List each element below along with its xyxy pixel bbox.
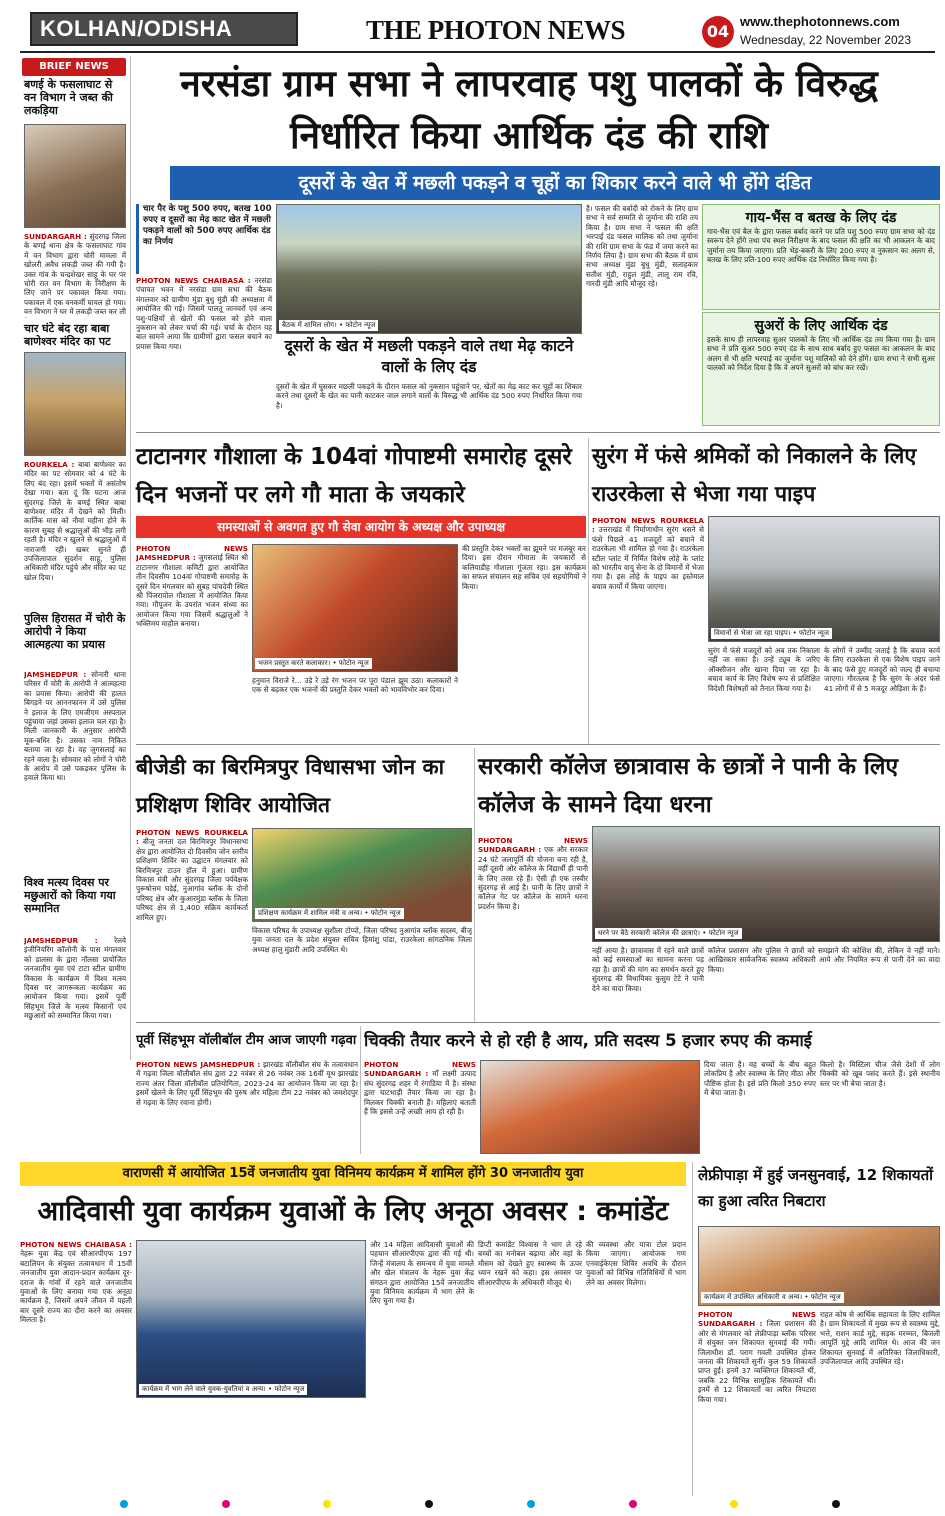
bjd-body-1: PHOTON NEWS ROURKELA : बीजू जनता दल बिरमित्रपुर विधानसभा क्षेत्र द्वारा आयोजित दो दिवसीय जोन स्तरीय प्रशिक्षण शिविर का उद्घाटन मंगलवार को बिरमित्रपुर टाउन हॉल में हुआ। ग्रामीण विकास मंत्री और सुंदरगढ़ जिला पर्यवेक्षक पुरूषोत्तम घड़ेई, नुआगांव ब्लॉक के दोनों परिषद क्षेत्र और कुआरमुंडा ब्लॉक के जिला परिषद क्षेत्र से 1,400 सक्रिय कार्यकर्ता शामिल हुए। xyxy=(136,828,248,922)
brief-1-body: SUNDARGARH : सुंदरगढ़ जिला के बणई थाना क्षेत्र के फसलाघाट गांव में वन विभाग द्वारा चोरी मामला में खोलरी अवैध लकड़ी जब्त की गयी है। उक्त गांव के चन्द्रशेखर साहू के घर पर चोरी रात वन विभाग के निरीक्षण के लिए जाने पर पकावल किया गया। पकावल में एक वनकर्मी घायल हो गया। वन विभाग ने घर में लकड़ी जब्त कर ली xyxy=(24,232,126,317)
chikki-headline: चिक्की तैयार करने से हो रही है आय, प्रति सदस्य 5 हजार रुपए की कमाई xyxy=(364,1031,812,1050)
gaushala-body-2: हनुमान विराजे रे... उड़े रे उड़े रंग भजन पर पूरा पंडाल झूम उठा। कलाकारों ने एक से बढ़कर एक भजनों की प्रस्तुति देकर भक्तों को भावविभोर कर दिया। xyxy=(252,676,458,695)
brief-news-text: BRIEF NEWS xyxy=(39,61,109,72)
gaushala-headline: टाटानगर गौशाला के 104वां गोपाष्टमी समारोह दूसरे दिन भजनों पर लगे गौ माता के जयकारे xyxy=(136,444,572,508)
lead-bullet-box xyxy=(136,204,272,274)
lefripara-photo xyxy=(698,1226,940,1306)
website[interactable]: www.thephotonnews.com xyxy=(740,14,900,29)
middle-rule-2 xyxy=(136,1022,940,1023)
tunnel-body-2: सुरंग में फंसे मजदूरों को अब तक निकाला नहीं जा सका है। उन्हें ट्यूब के जरिए ऑक्सीजन और खाना दिया जा रहा है। बचाव कार्य के लिए विशेष रूप से प्रशिक्षित विदेशी विशेषज्ञों को तैनात किया गया है। xyxy=(708,646,820,693)
issue-date: Wednesday, 22 November 2023 xyxy=(740,33,911,47)
bjd-photo-caption: प्रशिक्षण कार्यक्रम में शामिल मंत्री व अन्य। • फोटोन न्यूज xyxy=(255,908,404,919)
section-label xyxy=(30,12,298,46)
tribal-lefripara-rule xyxy=(692,1162,693,1496)
gaushala-body-3: की प्रस्तुति देकर भक्तों का झूमने पर मजबूर कर दिया। इस दौरान गौमाता के जयकारों से कलियाडीह गौशाला गूंजता रहा। इस कार्यक्रम का सफल संचालन सह सचिव एवं सहयोगियों ने किया। xyxy=(462,544,586,591)
tribal-body-2: और 14 महिला आदिवासी युवाओं की पहचान सीआरपीएफ द्वारा की गई थी। जिन्हें मंत्रालय के समन्वय में युवा मामले और खेल मंत्रालय के नेहरू युवा केंद्र संगठन द्वारा आयोजित 15वें जनजातीय युवा विनिमय कार्यक्रम में भाग लेने के लिए चुना गया है। xyxy=(370,1240,474,1306)
volleyball-chikki-rule xyxy=(360,1026,361,1154)
college-body-3: कॉलेज प्रशासन और पुलिस ने छात्रों को समझाने की कोशिश की, लेकिन वे नहीं माने। आखिरकार सार्वजनिक स्वास्थ्य अधिकारी आये और नियमित रूप से पानी देने का वादा किया। xyxy=(708,946,940,974)
brief-1-headline: बणई के फसलाघाट से वन विभाग ने जब्त की लकड़िया xyxy=(24,78,113,117)
registration-marks xyxy=(120,1500,840,1510)
tribal-body-4: की व्यवस्था और यात्रा टोल प्रदान किया जाएगा। आयोजक गण एनवाईकेएस शिविर अवधि के दौरान युवाओं को विभिन्न गतिविधियों में भाग लेने का अवसर मिलेगा। xyxy=(586,1240,686,1287)
lead-bottom-rule xyxy=(136,432,940,433)
lefripara-body-2: राहत कोष से आर्थिक सहायता के लिए शामिल है। ग्राम शिकायतों में मुख्य रूप से स्वास्थ्य मुद्दे, भत्ते, राशन कार्ड मुद्दे, सड़क मरम्मत, बिजली आपूर्ति मुद्दे आदि शामिल थे। आज की जन शिकायत सुनवाई में अतिरिक्त जिलाधिकारी, उपजिलापाल आदि उपस्थित रहे। xyxy=(820,1310,940,1367)
cattle-box-title: गाय-भैंस व बतख के लिए दंड xyxy=(745,210,897,226)
volleyball-headline: पूर्वी सिंहभूम वॉलीबॉल टीम आज जाएगी गढ़वा xyxy=(136,1033,357,1048)
bjd-headline: बीजेडी का बिरमित्रपुर विधासभा जोन का प्रशिक्षण शिविर आयोजित xyxy=(136,755,445,817)
lead-subhead-2: दूसरों के खेत में मछली पकड़ने वाले तथा मेढ़ काटने वालों के लिए दंड xyxy=(284,337,574,376)
masthead: THE PHOTON NEWS xyxy=(366,15,626,45)
lead-photo xyxy=(276,204,582,334)
pig-box-body: इसके साथ ही लापरवाह सुअर पालकों के लिए भी आर्थिक दंड तय किया गया है। ग्राम सभा ने प्रति सुअर 500 रुपए दंड के साथ साथ बर्बाद हुए फसल का आकलन के बाद अलग से भी क्षति भरपाई का जुर्माना पशु मालिकों को देने होंगे। ग्राम सभा ने सभी सुअर पालकों को निर्देश दिया है कि वे अपने सुअरों को बांध कर रखें। xyxy=(707,335,935,373)
brief-column-rule xyxy=(130,56,131,1060)
brief-1-photo xyxy=(24,124,126,228)
college-photo xyxy=(592,826,940,942)
tunnel-photo-caption: विमानों से भेजा जा रहा पाइप। • फोटोन न्यूज xyxy=(711,628,832,639)
tunnel-body-1: PHOTON NEWS ROURKELA : उत्तराखंड में निर्माणाधीन सुरंग धसने से फंसे पिछले 41 मजदूरों को बचाने में राउरकेला भी शामिल हो गया है। राउरकेला स्टील प्लांट में निर्मित विशेष लोहे के प्लांट को भारतीय वायु सेना के दो विमानों में भेजा गया है। इस लोहे के पाइप का इस्तेमाल बचाव कार्यों में किया जाएगा। xyxy=(592,516,704,591)
brief-3-headline: पुलिस हिरासत में चोरी के आरोपी ने किया आत्महत्या का प्रयास xyxy=(24,612,126,651)
brief-news-label xyxy=(22,58,126,76)
brief-2-body: ROURKELA : बाबा बाणेश्वर का मंदिर का पट सोमवार को 4 घंटे के लिए बंद रहा। इसमें भक्तों में असंतोष देखा गया। बता दूं कि घटना आज सुंदरगढ़ जिले के बणई स्थित बाबा बाणेश्वर मंदिर में देखने को मिली। कार्तिक मास को नौवां महीना होने के कारण सुबह से श्रद्धालुओं की भीड़ लगी रहती है। मंदिर न खुलने से श्रद्धालुओं में नाराजगी रही। खबर सुनते ही उपजिलापाल सुदर्शन साहू, पुलिस अधिकारी मंदिर पहुंचे और मंदिर का पट खोल दिया। xyxy=(24,460,126,582)
lead-headline: नरसंडा ग्राम सभा ने लापरवाह पशु पालकों के विरुद्ध निर्धारित किया आर्थिक दंड की राशि xyxy=(180,62,878,157)
bjd-college-rule xyxy=(474,748,475,1022)
tribal-body-3: डिप्टी कमांडेंट विश्वास ने भाग ले रहे बच्चों का मनोबल बढ़ाया और वहां के मौसम को देखते हुए स्वास्थ्य के ऊपर ध्यान रखने को कहा। इस अवसर पर सीआरपीएफ के अधिकारी मौजूद थे। xyxy=(478,1240,582,1287)
college-headline: सरकारी कॉलेज छात्रावास के छात्रों ने पानी के लिए कॉलेज के सामने दिया धरना xyxy=(478,754,899,818)
tribal-headline: आदिवासी युवा कार्यक्रम युवाओं के लिए अनूठा अवसर : कमांडेंट xyxy=(37,1196,669,1227)
cattle-box xyxy=(702,204,940,310)
tribal-photo xyxy=(136,1240,366,1398)
page-number: 04 xyxy=(706,22,730,41)
bjd-photo xyxy=(252,828,472,922)
cattle-box-body: गाय-भैंस एवं बैल के द्वारा फसल बर्बाद करने पर प्रति पशु 500 रुपए ग्राम सभा को दंड स्वरूप देने होंगे तथा पंच स्थल निरीक्षण के बाद फसल की क्षति का भी आकलन के बाद जुर्माना तय किया जाएगा। प्रति भेड़-बकरी के लिए 200 रुपए व नुकसान का अलग से, बतख के लिए प्रति-100 रुपए आर्थिक दंड निर्धारित किया गया है। xyxy=(707,227,935,265)
brief-2-temple-photo xyxy=(24,352,126,456)
lefripara-headline: लेफ्रीपाड़ा में हुई जनसुनवाई, 12 शिकायतों का हुआ त्वरित निबटारा xyxy=(698,1166,934,1210)
lead-bullets: चार पैर के पशु 500 रुपए, बतख 100 रुपए व दूसरों का मेढ़ काट खेत में मछली पकड़ने वालों को 500 रुपए आर्थिक दंड का निर्णय xyxy=(143,204,272,247)
lead-subhead-banner xyxy=(170,166,940,200)
chikki-photo xyxy=(480,1060,700,1154)
bjd-body-2: विकास परिषद के उपाध्यक्ष सुशीला टोप्पो, जिला परिषद नुआगांव ब्लॉक सदस्य, बीजू युवा जनता दल के प्रदेश संयुक्त सचिव हिमांशु पांडा, राउरकेला सांगठनिक जिला अध्यक्ष हालु मुंडारी आदि उपस्थित थे। xyxy=(252,926,472,954)
gaushala-photo-caption: भजन प्रस्तुत करते कलाकार। • फोटोन न्यूज xyxy=(255,658,372,669)
chikki-body-2: दिया जाता है। यह बच्चों के बीच बहुत लोकप्रिय है और स्वास्थ्य के लिए मीठा और पौष्टिक होता है। इसे प्रति किलो 350 रुपए में बेचा जाता है। xyxy=(704,1060,816,1098)
brief-4-headline: विश्व मत्स्य दिवस पर मछुआरों को किया गया सम्मानित xyxy=(24,876,116,915)
lead-subhead: दूसरों के खेत में मछली पकड़ने व चूहों का शिकार करने वाले भी होंगे दंडित xyxy=(298,172,812,194)
gaushala-tunnel-rule xyxy=(588,438,589,744)
gaushala-banner xyxy=(136,516,586,538)
gaushala-photo xyxy=(252,544,458,672)
tunnel-body-3: के लोगों ने उम्मीद जताई है कि बचाव कार्य के लिए राउरकेला से एक विशेष पाइप जाने के बाद फंसे हुए मजदूरों को जल्द ही बचाया जाएगा। गौरतलब है कि सुरंग के अंदर फंसे 41 लोगों में से 5 मजदूर ओड़िशा के हैं। xyxy=(824,646,940,693)
pig-box-title: सुअरों के लिए आर्थिक दंड xyxy=(754,318,888,334)
section-label-text: KOLHAN/ODISHA xyxy=(40,16,233,41)
lefripara-body-1: PHOTON NEWS SUNDARGARH : जिला प्रशासन की ओर से मंगलवार को लेफ्रीपाड़ा ब्लॉक परिसर में संयुक्त जन शिकायत सुनवाई की गयी। जिलाधीश डॉ. पराग गवली उपस्थित होकर जनता की शिकायतें सुनीं। कुल 59 शिकायतें प्राप्त हुईं। इनमें 37 व्यक्तिगत शिकायतें थीं, जबकि 22 विभिन्न सामूहिक शिकायतें थीं। इनमें से 12 शिकायतों का त्वरित निपटारा किया गया। xyxy=(698,1310,816,1404)
brief-3-body: JAMSHEDPUR : सोनारी थाना परिसर में चोरी के आरोपी ने आत्महत्या का प्रयास किया। आरोपी की हालत बिगड़ने पर आननफानन में उसे पुलिस ने इलाज के लिए एमजीएम अस्पताल पहुंचाया जहां उसका इलाज चल रहा है। मिली जानकारी के अनुसार आरोपी मूक-बधिर है। उसका नाम निकित बताया जा रहा है। वह जुगसलाई का रहने वाला है। सोमवार को लोगों ने चोरी के आरोप में उसे पकड़कर पुलिस के हवाले किया था। xyxy=(24,670,126,783)
college-photo-caption: धरने पर बैठे सरकारी कॉलेज की छात्राएं। • फोटोन न्यूज xyxy=(595,928,742,939)
lead-body-4: है। फसल की बर्बादी को रोकने के लिए ग्राम सभा ने सर्व सम्मति से जुर्माना की राशि तय किया है। ग्राम सभा ने फसल की क्षति भरपाई दंड फसल मालिक को तथा जुर्माना की राशि ग्राम सभा के फंड में जमा करने का निर्णय लिया है। ग्राम सभा की बैठक में ग्राम सभा अध्यक्ष मुंडा बुधु मुंडी, सलाहकार सतीश मुंडी, राहुल मुंडी, लालू राम रवि, गारदी मुंडी आदि मौजूद रहे। xyxy=(586,204,698,289)
brief-4-body: JAMSHEDPUR : रेलवे इंजीनियरिंग कॉलोनी के पास मंगलवार को डालसा के द्वारा नॉलसा प्रायोजित जनजातीय युवा एवं टाटा स्टील ग्रामीण विकास के कार्यक्रम में विश्व मत्स्य दिवस पर जागरूकता कार्यक्रम का आयोजन किया गया। इसमें पूर्वी सिंहभूम जिले के मत्स्य किसानों एवं मछुआरों को सम्मानित किया गया। xyxy=(24,936,126,1021)
volleyball-body: PHOTON NEWS JAMSHEDPUR : झारखंड वॉलीबॉल संघ के तत्वावधान में गढ़वा जिला वॉलीबॉल संघ द्वारा 22 नवंबर से 26 नवंबर तक 16वीं यूथ झारखंड राज्य अंतर जिला वॉलीबॉल प्रतियोगिता, 2023-24 का आयोजन किया जा रहा है। इसमें खेलने के लिए पूर्वी सिंहभूम की पुरुष और महिला टीम 22 नवंबर को जमशेदपुर से गढ़वा के लिए रवाना होगी। xyxy=(136,1060,358,1107)
tribal-banner-text: वाराणसी में आयोजित 15वें जनजातीय युवा विनिमय कार्यक्रम में शामिल होंगे 30 जनजातीय युवा xyxy=(122,1166,584,1181)
pig-box xyxy=(702,312,940,426)
brief-2-headline: चार घंटे बंद रहा बाबा बाणेश्वर मंदिर का पट xyxy=(24,322,111,348)
chikki-body-1: PHOTON NEWS SUNDARGARH : माँ लक्ष्मी उत्पाद संघ सुंदरगढ़ शहर में रंगाडिया में है। संस्था द्वारा चाटभाड़ी तैयार किया जा रहा है। मिलकर चिक्की बनाती हैं। महिलाएं बताती हैं कि इससे उन्हें अच्छी आय हो रही है। xyxy=(364,1060,476,1117)
page-number-badge xyxy=(702,16,734,48)
college-body-2: नहीं आया है। छात्रावास में रहने वाले छात्रों को कई समस्याओं का सामना करना पड़ रहा है। छात्रों की मांग का समर्थन करते हुए सुंदरगढ़ की विधायिका कुसुम टेटे ने पानी देने का वादा किया। xyxy=(592,946,704,993)
college-body-1: PHOTON NEWS SUNDARGARH : एक और सरकार 24 घंटे जलापूर्ति की योजना बना रही है, वहीं दूसरी ओर कॉलेज के विद्यार्थी ही पानी के लिए तरस रहे हैं। ऐसी ही एक तस्वीर सुंदरगढ़ से आई है। पानी के लिए छात्रों ने कॉलेज गेट पर कॉलेज के सामने धरना प्रदर्शन किया है। xyxy=(478,836,588,911)
tunnel-headline: सुरंग में फंसे श्रमिकों को निकालने के लिए राउरकेला से भेजा गया पाइप xyxy=(592,444,917,507)
tribal-body-1: PHOTON NEWS CHAIBASA : नेहरू युवा केंद्र एवं सीआरपीएफ 197 बटालियन के संयुक्त तत्वावधान में 15वीं जनजातीय युवा आदान-प्रदान कार्यक्रम दूर-दराज के गांवों में रहने वाले जनजातीय युवाओं के लिए बनाया गया एक अनूठा कार्यक्रम है, जिसमें अपने जीवन में पहली बार दूसरे राज्य का दौरा करने का अवसर मिलता है। xyxy=(20,1240,132,1325)
lead-body-1: PHOTON NEWS CHAIBASA : नरसंडा पंचायत भवन में नरसंडा ग्राम सभा की बैठक मंगलवार को ग्रामीण मुंडा बुधु मुंडी की अध्यक्षता में आयोजित की गई। जिसमें पालतू जानवरों एवं अन्य पशु-पक्षियों से खेतों की फसल को होने वाला नुकसान को लेकर चर्चा की गई। चर्चा के दौरान यह बात सामने आया कि ग्रामीणों द्वारा फसल बचाने का प्रयास किया गया। xyxy=(136,276,272,351)
chikki-body-3: किलो है। मिस्टिला चीज जैसे देशों में लोग चिक्की को खूब पसंद करते हैं। इसे स्थानीय स्तर पर भी बेचा जाता है। xyxy=(820,1060,940,1088)
header-rule xyxy=(20,51,935,53)
gaushala-banner-text: समस्याओं से अवगत हुए गौ सेवा आयोग के अध्यक्ष और उपाध्यक्ष xyxy=(216,520,506,534)
lead-photo-caption: बैठक में शामिल लोग। • फोटोन न्यूज xyxy=(279,320,378,331)
tunnel-photo xyxy=(708,516,940,642)
tribal-banner xyxy=(20,1162,686,1186)
lefripara-photo-caption: कार्यक्रम में उपस्थित अधिकारी व अन्य। • फोटोन न्यूज xyxy=(701,1292,844,1303)
middle-rule-1 xyxy=(136,744,940,745)
tribal-photo-caption: कार्यक्रम में भाग लेने वाले युवक-युवतियां व अन्य। • फोटोन न्यूज xyxy=(139,1384,307,1395)
lead-body-2: दूसरों के खेत में घुसकर मछली पकड़ने के दौरान फसल को नुकसान पहुंचाने पर, खेतों का मेढ़ काट कर चूहों का शिकार करने तथा दूसरों के खेत का पानी काटकर जाल लगाने वालों के विरुद्ध भी आर्थिक दंड 500 रुपए निर्धारित किया गया है। xyxy=(276,382,582,410)
gaushala-body-1: PHOTON NEWS JAMSHEDPUR : जुगसलाई स्थित श्री टाटानगर गौशाला कमिटी द्वारा आयोजित तीन दिवसीय 104वां गोपाष्टमी समारोह के दूसरे दिन मंगलवार को सुबह पांचदेवी स्थित श्री पिंजरापोल गौशाला में आयोजित किया गया। गौपूजन के उपरांत भजन संध्या का आयोजन किया गया जिसमें श्रद्धालुओं ने भक्तिमय माहौल बनाया। xyxy=(136,544,248,629)
